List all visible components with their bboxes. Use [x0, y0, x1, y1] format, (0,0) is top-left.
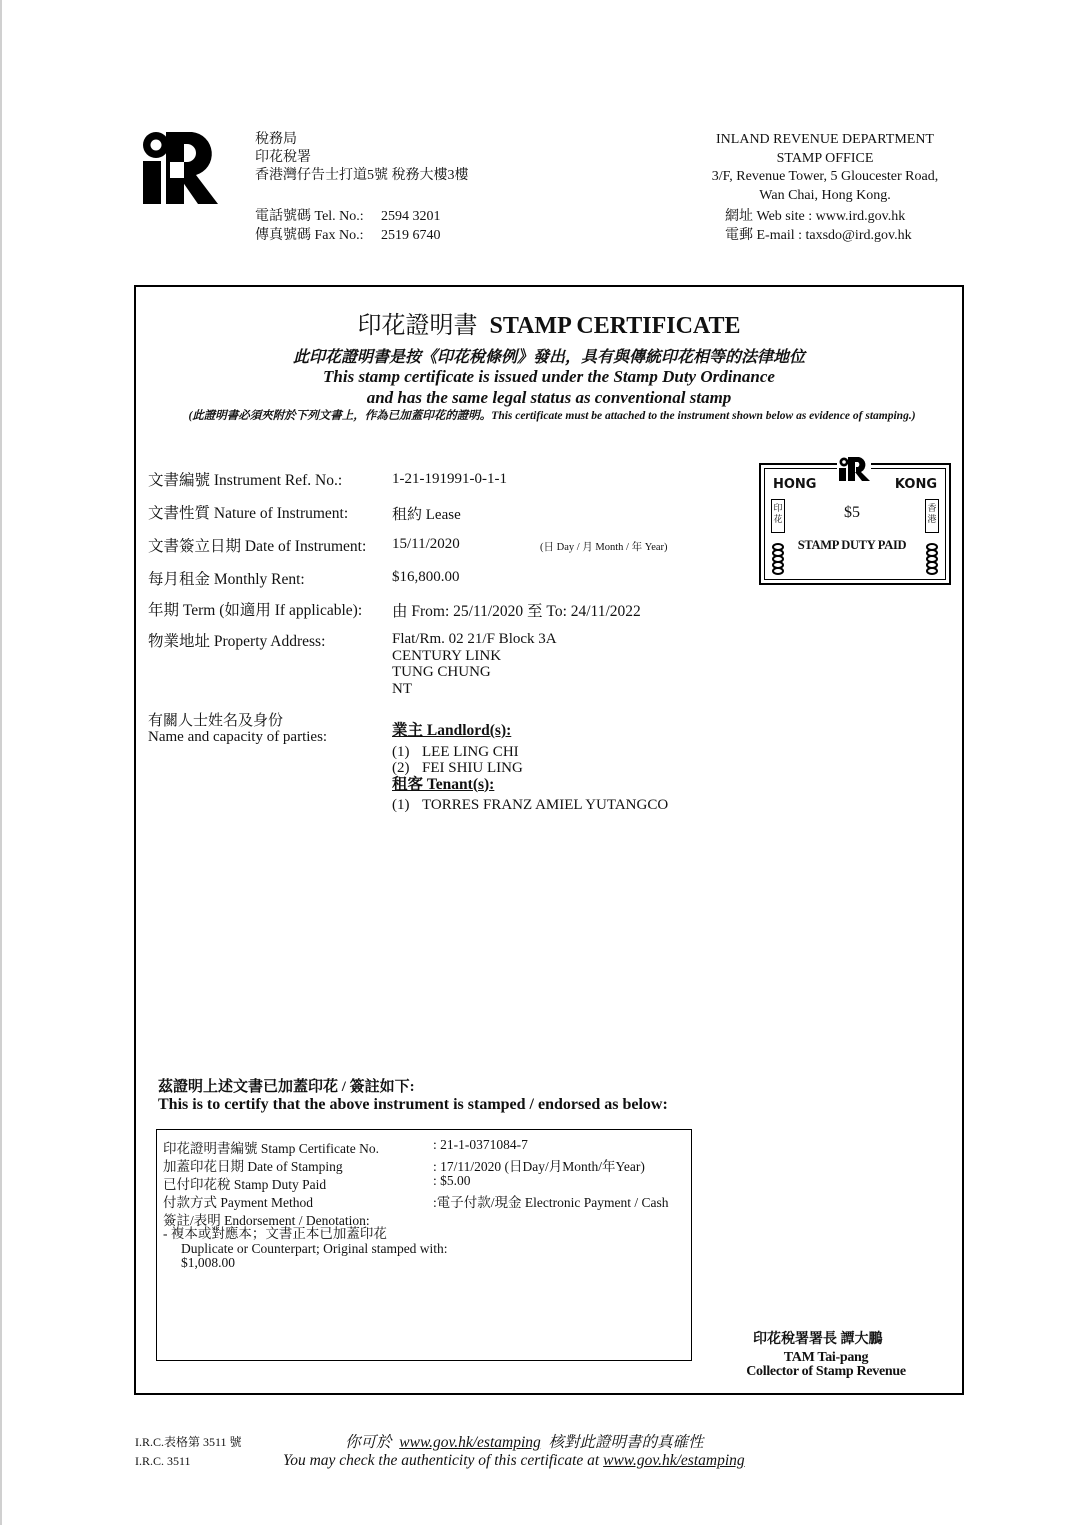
- address-line: CENTURY LINK: [392, 647, 502, 664]
- endorsement-text: [163, 1227, 448, 1271]
- header-web: [725, 207, 912, 245]
- header-right-en: [690, 131, 960, 205]
- landlord-heading: 業主 Landlord(s):: [392, 722, 512, 739]
- header-contact: [255, 207, 441, 245]
- address-label: 物業地址 Property Address:: [148, 633, 326, 650]
- cert-no-value: : 21-1-0371084-7: [433, 1137, 528, 1152]
- nature-value: 租約 Lease: [392, 507, 461, 523]
- certify-zh: 茲證明上述文書已加蓋印花 / 簽註如下:: [158, 1079, 415, 1095]
- date-format-hint: (日 Day / 月 Month / 年 Year): [540, 542, 668, 553]
- fax-label: 傳真號碼 Fax No.:: [255, 228, 364, 243]
- stamp-duty-stamp: [759, 463, 951, 585]
- duty-paid-label: 已付印花稅 Stamp Duty Paid: [163, 1177, 327, 1192]
- monthly-rent-label: 每月租金 Monthly Rent:: [148, 571, 305, 588]
- en-address-1: 3/F, Revenue Tower, 5 Gloucester Road,: [711, 169, 939, 184]
- endorse-zh: - 複本或對應本；文書正本已加蓋印花: [163, 1226, 387, 1241]
- endorsement-label: 簽註/表明 Endorsement / Denotation:: [163, 1213, 370, 1228]
- duty-paid-value: : $5.00: [433, 1173, 471, 1188]
- subtitle-en-2: and has the same legal status as conventional stamp: [366, 388, 732, 407]
- subtitle-en-1: This stamp certificate is issued under the Stamp Duty Ordinance: [323, 367, 775, 386]
- certificate-title: [136, 305, 962, 340]
- parties-label: [148, 713, 327, 745]
- website: 網址 Web site : www.ird.gov.hk: [725, 209, 906, 224]
- subtitle-en: [136, 366, 962, 408]
- signatory-name: TAM Tai-pang: [783, 1350, 869, 1365]
- stamping-date-label: 加蓋印花日期 Date of Stamping: [163, 1159, 343, 1174]
- parties-label-en: Name and capacity of parties:: [148, 729, 328, 745]
- tel-number: 2594 3201: [381, 209, 441, 224]
- stamp-chip-left: 印花: [771, 499, 785, 533]
- en-address-2: Wan Chai, Hong Kong.: [759, 187, 891, 203]
- verify-note-en: You may check the authenticity of this certificate at www.gov.hk/estamping: [283, 1452, 745, 1469]
- zh-dept: 稅務局: [255, 132, 297, 147]
- stamping-date-value: : 17/11/2020 (日Day/月Month/年Year): [433, 1159, 645, 1174]
- tel-label: 電話號碼 Tel. No.:: [255, 209, 364, 224]
- address-line: NT: [392, 680, 412, 697]
- stamp-chip-right: 香港: [925, 499, 939, 533]
- list-item: (1) TORRES FRANZ AMIEL YUTANGCO: [392, 797, 669, 813]
- tenant-heading: 租客 Tenant(s):: [392, 775, 495, 793]
- payment-method-label: 付款方式 Payment Method: [163, 1195, 313, 1210]
- parties-label-zh: 有關人士姓名及身份: [148, 713, 284, 729]
- subtitle-zh: 此印花證明書是按《印花稅條例》發出，具有與傳統印花相等的法律地位: [292, 349, 805, 366]
- title-en: STAMP CERTIFICATE: [489, 313, 741, 339]
- term-value: 由 From: 25/11/2020 至 To: 24/11/2022: [392, 603, 641, 620]
- parties-list: [392, 723, 668, 814]
- coil-ornament-icon: [772, 543, 784, 575]
- list-item: (1) LEE LING CHI: [392, 743, 519, 760]
- term-label: 年期 Term (如適用 If applicable):: [148, 602, 363, 619]
- date-instrument-value: 15/11/2020: [392, 536, 460, 552]
- date-instrument-label: 文書簽立日期 Date of Instrument:: [148, 538, 367, 555]
- stamp-hong: HONG: [773, 477, 817, 492]
- cert-no-label: 印花證明書編號 Stamp Certificate No.: [163, 1141, 379, 1156]
- en-dept: INLAND REVENUE DEPARTMENT: [716, 132, 934, 147]
- verify-note-zh: 你可於 www.gov.hk/estamping 核對此證明書的真確性: [345, 1434, 704, 1451]
- nature-label: 文書性質 Nature of Instrument:: [148, 505, 349, 522]
- estamping-link[interactable]: www.gov.hk/estamping: [603, 1452, 745, 1469]
- email: 電郵 E-mail : taxsdo@ird.gov.hk: [725, 228, 912, 243]
- certificate-frame: [134, 285, 964, 1395]
- stamp-kong: KONG: [894, 477, 937, 492]
- zh-address: 香港灣仔告士打道5號 稅務大樓3樓: [255, 168, 469, 183]
- fax-number: 2519 6740: [381, 228, 441, 243]
- address-value: [392, 631, 557, 697]
- signature-en: [716, 1351, 936, 1379]
- stamping-details-box: [156, 1129, 692, 1361]
- form-en: I.R.C. 3511: [135, 1454, 191, 1468]
- endorse-amount: $1,008.00: [181, 1255, 235, 1270]
- stamp-paid-text: STAMP DUTY PAID: [797, 538, 907, 552]
- address-line: Flat/Rm. 02 21/F Block 3A: [392, 631, 557, 647]
- en-office: STAMP OFFICE: [776, 150, 874, 166]
- list-item: (2) FEI SHIU LING: [392, 760, 523, 776]
- monthly-rent-value: $16,800.00: [392, 569, 460, 585]
- attach-note: (此證明書必須夾附於下列文書上，作為已加蓋印花的證明。This certificate must be attached to the instrument shown below as evidence of stamping.): [188, 410, 916, 422]
- signature-zh: 印花稅署署長 譚大鵬: [753, 1332, 883, 1347]
- header-left-zh: [255, 131, 469, 185]
- instrument-ref-label: 文書編號 Instrument Ref. No.:: [148, 472, 343, 489]
- form-number: [135, 1433, 242, 1471]
- address-line: TUNG CHUNG: [392, 664, 491, 680]
- certify-en: This is to certify that the above instrument is stamped / endorsed as below:: [158, 1096, 668, 1113]
- coil-ornament-icon: [926, 543, 938, 575]
- title-zh: 印花證明書: [357, 313, 478, 339]
- ird-logo-icon: [140, 130, 220, 204]
- instrument-ref-value: 1-21-191991-0-1-1: [392, 471, 507, 487]
- signatory-title: Collector of Stamp Revenue: [746, 1364, 906, 1379]
- payment-method-value: :電子付款/現金 Electronic Payment / Cash: [433, 1195, 669, 1210]
- estamping-link[interactable]: www.gov.hk/estamping: [399, 1434, 541, 1451]
- page-edge: [0, 0, 2, 1525]
- endorse-en: Duplicate or Counterpart; Original stamped with:: [181, 1240, 448, 1256]
- zh-office: 印花稅署: [255, 150, 311, 165]
- form-zh: I.R.C.表格第 3511 號: [135, 1435, 242, 1449]
- stamp-value: $5: [844, 504, 860, 521]
- stamp-ird-logo-icon: [837, 457, 871, 481]
